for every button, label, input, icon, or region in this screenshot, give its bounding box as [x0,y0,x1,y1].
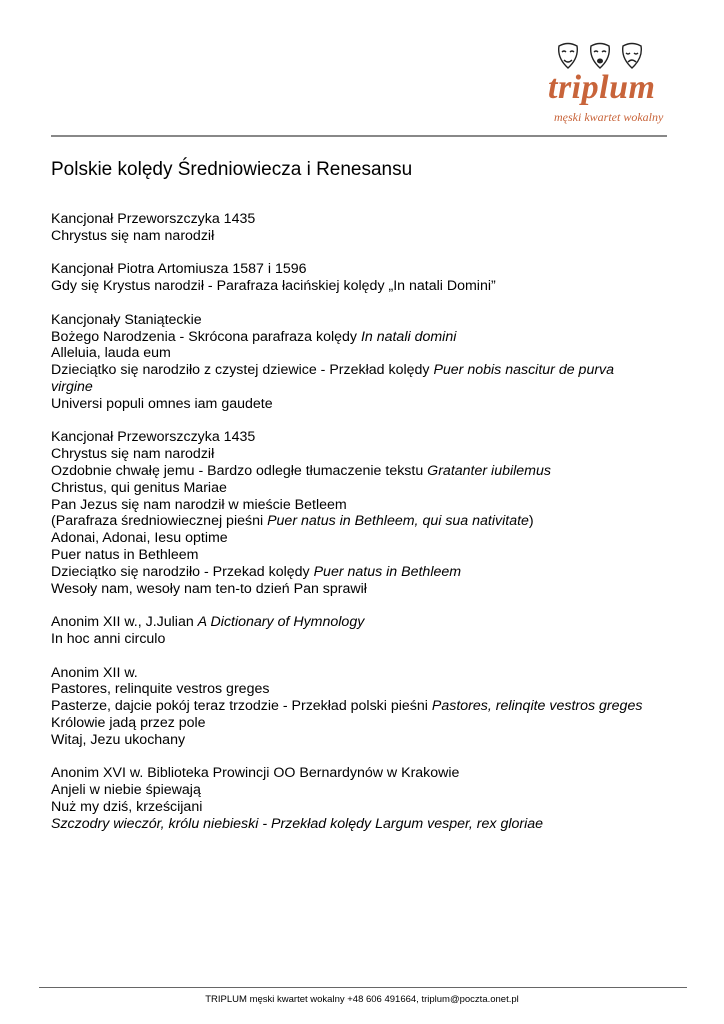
carol-section [51,429,667,597]
page-title: Polskie kolędy Średniowiecza i Renesansu [51,159,413,180]
line-text: Ozdobnie chwałę jemu - Bardzo odległe tłumaczenie tekstu [51,462,428,479]
line-text: Pan Jezus się nam narodził w mieście Betleem [51,496,347,513]
logo-wordmark: triplum [548,69,656,106]
carol-line [51,765,667,782]
line-text: Królowie jadą przez pole [51,714,206,731]
carol-line [51,681,667,698]
line-text: Chrystus się nam narodził [51,446,215,463]
carol-line [51,379,667,396]
line-text: Witaj, Jezu ukochany [51,731,186,748]
carol-line [51,463,667,480]
carol-line [51,278,667,295]
carol-line [51,547,667,564]
carol-line [51,564,667,581]
carol-line [51,396,667,413]
footer-contact: TRIPLUM męski kwartet wokalny +48 606 491664, triplum@poczta.onet.pl [205,994,519,1005]
line-text: Anonim XVI w. Biblioteka Prowincji OO Bernardynów w Krakowie [51,765,460,782]
carol-section [51,211,667,245]
line-text: Bożego Narodzenia - Skrócona parafraza kolędy [51,328,361,345]
italic-title: A Dictionary of Hymnology [197,614,365,631]
line-text: Anjeli w niebie śpiewają [51,782,201,799]
line-text: Nuż my dziś, krześcijani [51,798,203,815]
faces-emblem [556,42,674,72]
carol-section [51,614,667,648]
line-text: Alleluia, lauda eum [51,345,171,362]
carol-line [51,631,667,648]
line-text: Pastores, relinquite vestros greges [51,681,270,698]
italic-title: Szczodry wieczór, królu niebieski - Przekład kolędy Largum vesper, rex gloriae [51,815,544,832]
line-text: Pasterze, dajcie pokój teraz trzodzie - Przekład polski pieśni [51,698,432,715]
italic-title: virgine [51,378,93,395]
carol-line [51,698,667,715]
carol-line [51,782,667,799]
face-icon [588,42,612,72]
carol-line [51,732,667,749]
carol-line [51,362,667,379]
footer-divider [39,987,687,988]
line-text: Dzieciątko się narodziło z czystej dziewice - Przekład kolędy [51,362,434,379]
carol-line [51,429,667,446]
carol-line [51,312,667,329]
line-text: Adonai, Adonai, Iesu optime [51,530,228,547]
carol-line [51,614,667,631]
carol-section [51,261,667,295]
carol-list [51,211,667,849]
line-text: In hoc anni circulo [51,630,166,647]
header-divider [51,135,667,137]
line-text: Wesoły nam, wesoły nam ten-to dzień Pan sprawił [51,580,367,597]
carol-line [51,329,667,346]
carol-line [51,345,667,362]
line-text: Dzieciątko się narodziło - Przekad kolędy [51,563,314,580]
italic-title: Puer nobis nascitur de purva [433,362,615,379]
italic-title: Gratanter iubilemus [427,462,551,479]
carol-line [51,261,667,278]
carol-line [51,497,667,514]
triplum-logo [548,42,674,128]
carol-line [51,513,667,530]
carol-line [51,211,667,228]
line-text: Christus, qui genitus Mariae [51,479,227,496]
face-icon [556,42,580,72]
line-text: (Parafraza średniowiecznej pieśni [51,513,268,530]
line-text: ) [528,513,534,530]
face-icon [620,42,644,72]
carol-section [51,312,667,413]
carol-line [51,581,667,598]
line-text: Kancjonały Staniąteckie [51,311,202,328]
carol-section [51,665,667,749]
line-text: Kancjonał Przeworszczyka 1435 [51,211,256,227]
line-text: Gdy się Krystus narodził - Parafraza łacińskiej kolędy „In natali Domini” [51,278,496,295]
carol-line [51,715,667,732]
carol-line [51,665,667,682]
line-text: Kancjonał Piotra Artomiusza 1587 i 1596 [51,261,307,278]
carol-line [51,446,667,463]
carol-section [51,765,667,832]
line-text: Puer natus in Bethleem [51,546,199,563]
carol-line [51,799,667,816]
italic-title: Puer natus in Bethleem [313,563,462,580]
italic-title: Pastores, relinqite vestros greges [431,698,643,715]
line-text: Universi populi omnes iam gaudete [51,395,273,412]
line-text: Kancjonał Przeworszczyka 1435 [51,429,256,446]
line-text: Anonim XII w. [51,664,138,681]
italic-title: Puer natus in Bethleem, qui sua nativitate [267,513,529,530]
carol-line [51,480,667,497]
carol-line [51,816,667,833]
line-text: Anonim XII w., J.Julian [51,614,198,631]
italic-title: In natali domini [360,328,457,345]
logo-subtitle: męski kwartet wokalny [554,110,664,124]
line-text: Chrystus się nam narodził [51,227,215,244]
carol-line [51,228,667,245]
carol-line [51,530,667,547]
